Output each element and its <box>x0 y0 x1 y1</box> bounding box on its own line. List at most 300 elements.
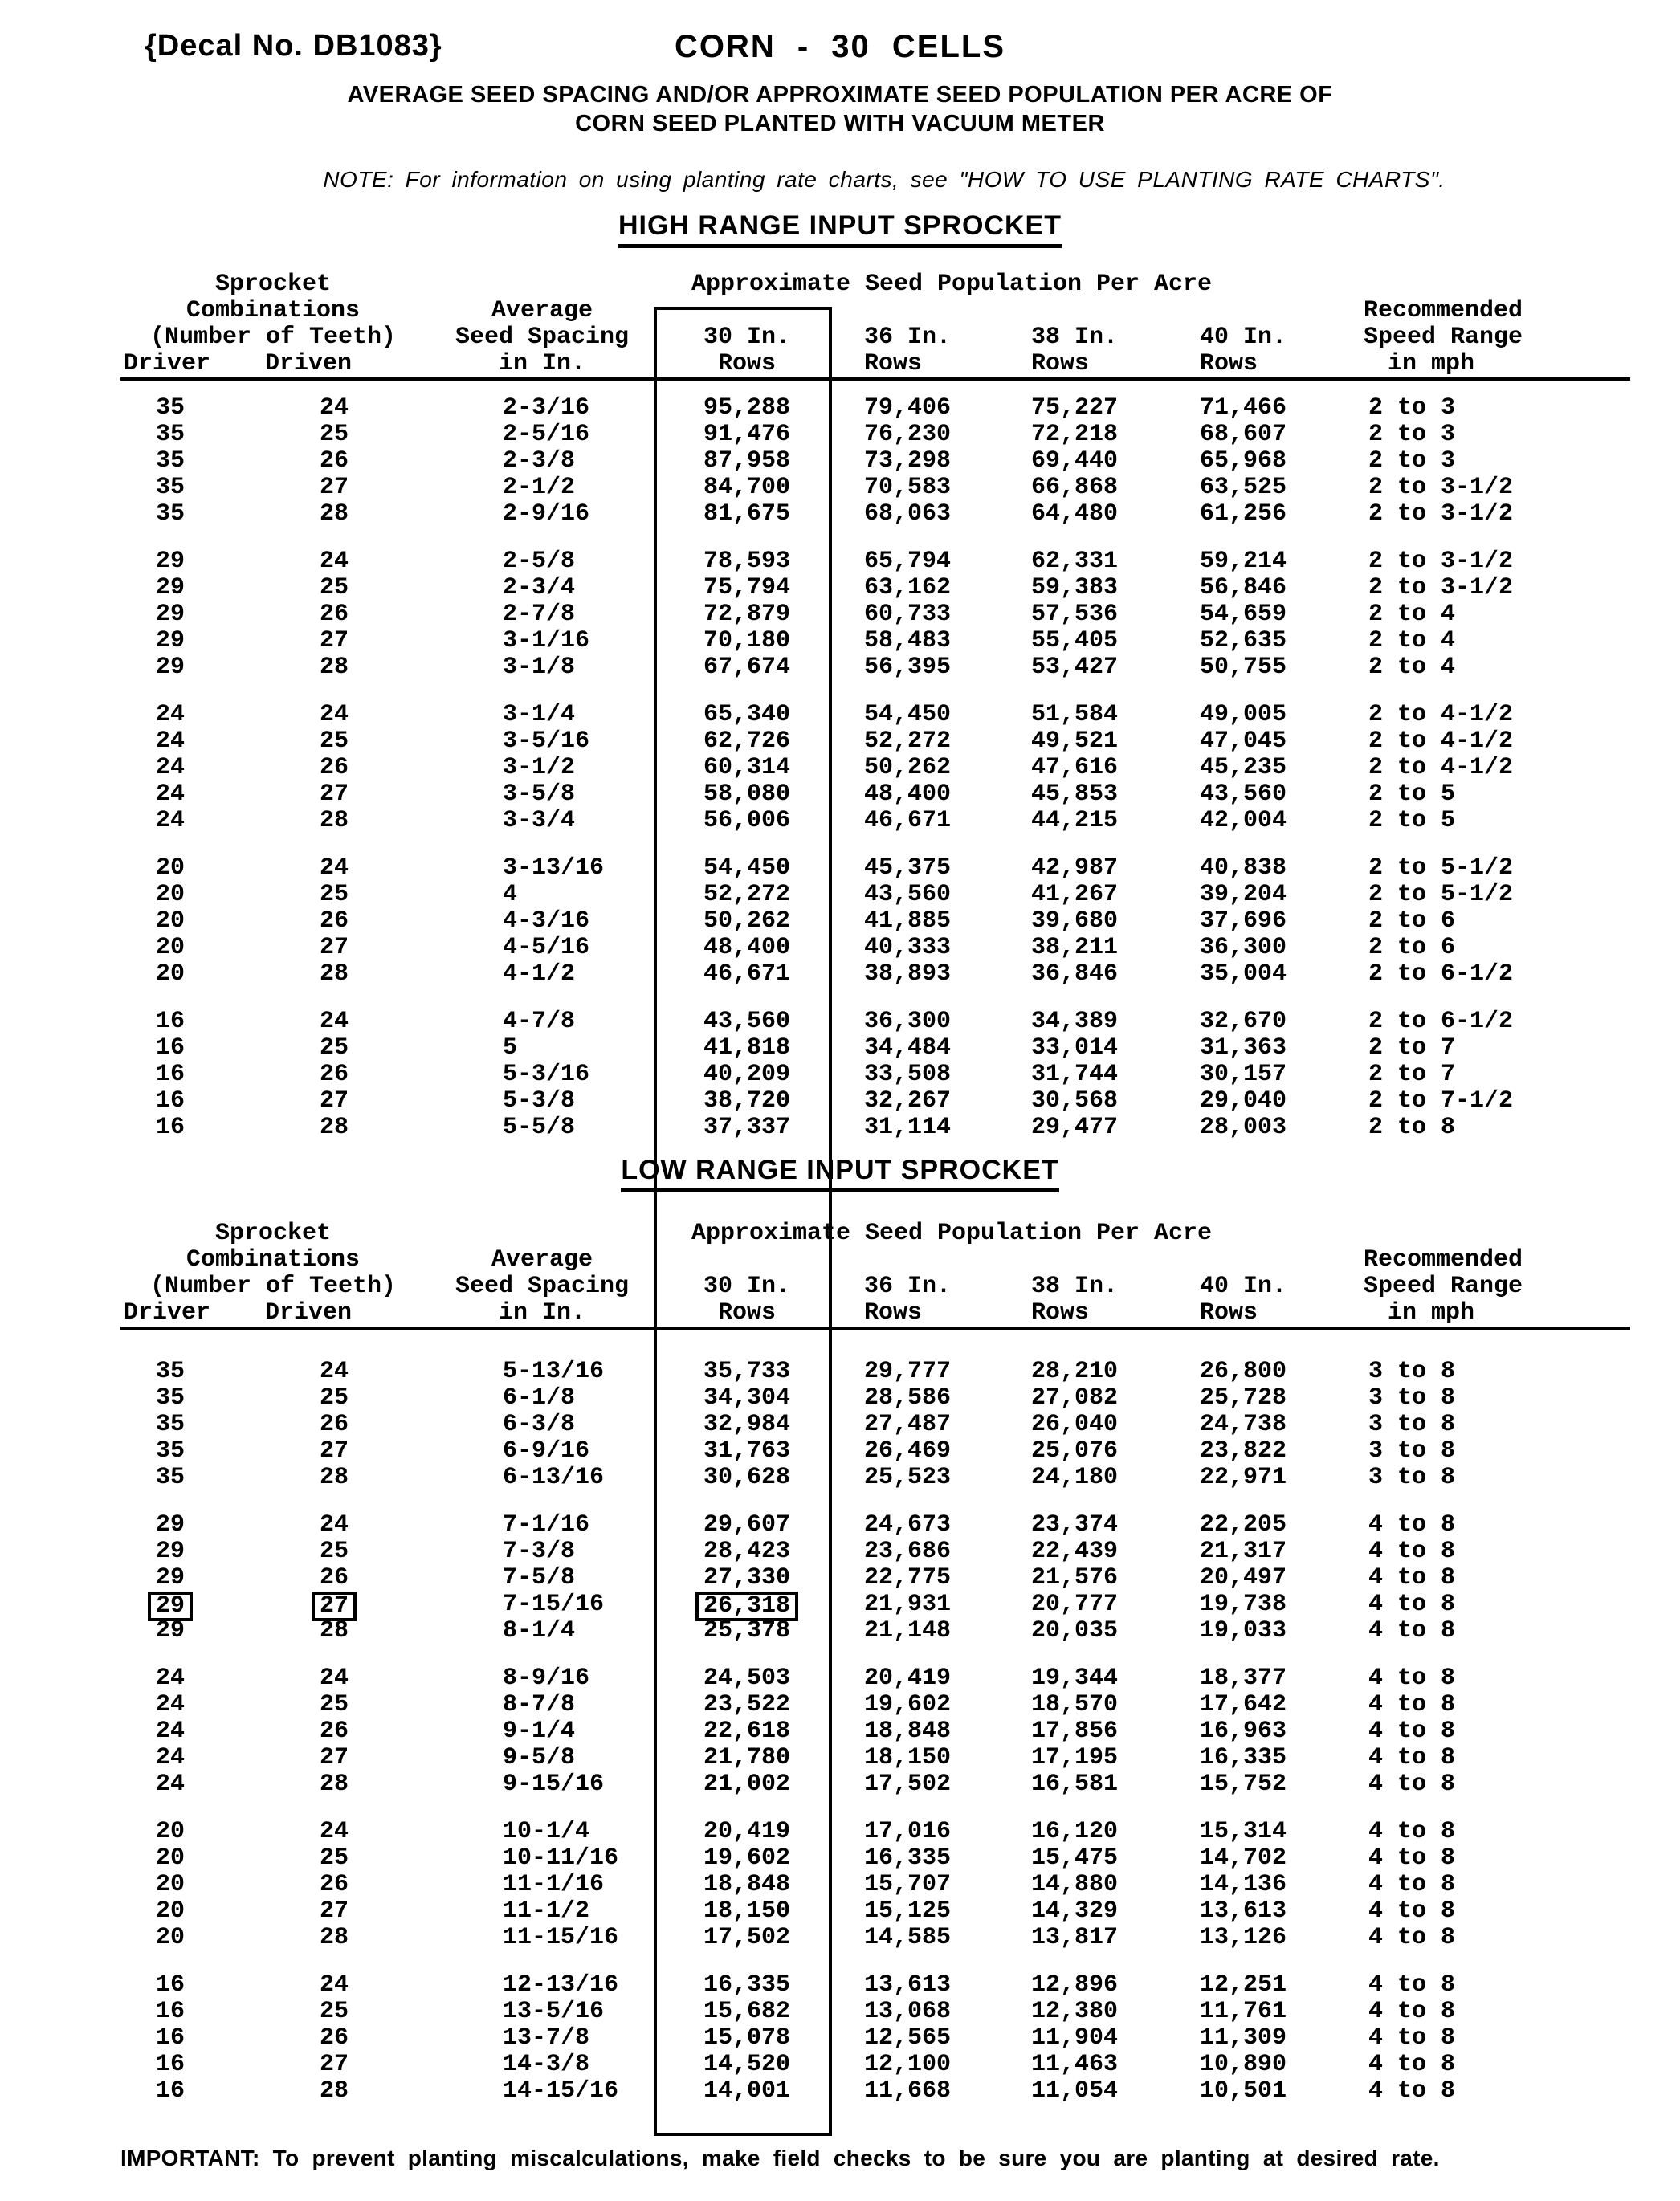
cell-speed: 2 to 6-1/2 <box>1368 1008 1514 1035</box>
cell-driven: 24 <box>319 1008 349 1035</box>
cell-spacing: 3-13/16 <box>503 854 605 882</box>
note-text: NOTE: For information on using planting rate charts, see "HOW TO USE PLANTING RATE CHARTS". <box>323 167 1446 192</box>
cell-r30: 21,780 <box>703 1744 791 1771</box>
cell-driver: 20 <box>155 1844 185 1872</box>
cell-driven: 25 <box>319 1998 349 2025</box>
cell-r38: 15,475 <box>1031 1844 1119 1872</box>
sprocket-group <box>120 1009 1630 1141</box>
cell-speed: 2 to 3 <box>1368 394 1456 422</box>
cell-driver: 24 <box>155 754 185 781</box>
cell-driver: 16 <box>155 2024 185 2052</box>
cell-driver: 24 <box>155 728 185 755</box>
sprocket-combinations-header: Sprocket Combinations (Number of Teeth) Driver Driven <box>120 1221 426 1327</box>
cell-r36: 26,469 <box>864 1437 952 1465</box>
cell-r38: 49,521 <box>1031 728 1119 755</box>
cell-driver: 16 <box>155 1998 185 2025</box>
table-row <box>120 1718 1630 1745</box>
table-row <box>120 422 1630 448</box>
cell-spacing: 8-9/16 <box>503 1665 590 1692</box>
cell-spacing: 3-1/2 <box>503 754 576 781</box>
cell-spacing: 2-3/4 <box>503 574 576 601</box>
cell-driver: 16 <box>155 1061 185 1088</box>
cell-driver: 20 <box>155 960 185 988</box>
table-row <box>120 908 1630 935</box>
cell-driven: 24 <box>319 1358 349 1385</box>
cell-spacing: 4-7/8 <box>503 1008 576 1035</box>
cell-r38: 29,477 <box>1031 1114 1119 1141</box>
cell-r40: 13,613 <box>1200 1897 1287 1925</box>
cell-driver: 16 <box>155 1034 185 1062</box>
cell-r40: 14,702 <box>1200 1844 1287 1872</box>
cell-speed: 4 to 8 <box>1368 1744 1456 1771</box>
cell-driven: 26 <box>319 1871 349 1898</box>
cell-spacing: 5-5/8 <box>503 1114 576 1141</box>
cell-r38: 28,210 <box>1031 1358 1119 1385</box>
cell-r36: 15,707 <box>864 1871 952 1898</box>
cell-driver: 35 <box>155 500 185 528</box>
cell-r36: 79,406 <box>864 394 952 422</box>
highlight-box: 26,318 <box>695 1592 798 1621</box>
cell-driver: 16 <box>155 1971 185 1999</box>
cell-speed: 4 to 8 <box>1368 1844 1456 1872</box>
cell-speed: 2 to 4 <box>1368 654 1456 681</box>
cell-r36: 45,375 <box>864 854 952 882</box>
cell-r40: 36,300 <box>1200 934 1287 961</box>
cell-spacing: 14-15/16 <box>503 2077 619 2105</box>
cell-spacing: 2-1/2 <box>503 474 576 501</box>
table-row <box>120 1512 1630 1539</box>
cell-spacing: 11-1/16 <box>503 1871 605 1898</box>
cell-r36: 17,016 <box>864 1818 952 1845</box>
cell-r38: 33,014 <box>1031 1034 1119 1062</box>
cell-driver: 35 <box>155 1384 185 1412</box>
cell-r40: 39,204 <box>1200 881 1287 908</box>
col-40in-header: 40 In. Rows <box>1189 1274 1357 1327</box>
col-40in-header: 40 In. Rows <box>1189 324 1357 377</box>
cell-spacing: 2-3/16 <box>503 394 590 422</box>
cell-r30: 40,209 <box>703 1061 791 1088</box>
cell-driver: 29 <box>155 1538 185 1565</box>
table-row <box>120 1438 1630 1465</box>
cell-driver: 20 <box>155 854 185 882</box>
cell-r36: 25,523 <box>864 1464 952 1491</box>
cell-spacing: 6-13/16 <box>503 1464 605 1491</box>
cell-r30: 25,378 <box>703 1617 791 1645</box>
cell-r30: 58,080 <box>703 781 791 808</box>
cell-r30 <box>659 1592 835 1618</box>
cell-r36: 60,733 <box>864 601 952 628</box>
cell-r36: 68,063 <box>864 500 952 528</box>
cell-spacing: 4 <box>503 881 518 908</box>
cell-r40: 10,890 <box>1200 2051 1287 2078</box>
cell-driven: 28 <box>319 2077 349 2105</box>
cell-driver: 24 <box>155 1718 185 1745</box>
population-header <box>659 271 1357 377</box>
cell-r30: 67,674 <box>703 654 791 681</box>
cell-driver: 20 <box>155 934 185 961</box>
cell-speed: 4 to 8 <box>1368 1924 1456 1951</box>
table-row <box>120 1745 1630 1771</box>
cell-r36: 38,893 <box>864 960 952 988</box>
cell-r40: 68,607 <box>1200 421 1287 448</box>
cell-r36: 12,565 <box>864 2024 952 2052</box>
cell-driven: 28 <box>319 1464 349 1491</box>
table-row <box>120 501 1630 528</box>
cell-speed: 4 to 8 <box>1368 1771 1456 1798</box>
cell-r38: 11,904 <box>1031 2024 1119 2052</box>
cell-spacing: 3-5/16 <box>503 728 590 755</box>
col-38in-header: 38 In. Rows <box>1020 324 1189 377</box>
cell-driver: 35 <box>155 1411 185 1438</box>
cell-r38: 21,576 <box>1031 1564 1119 1592</box>
cell-spacing: 3-3/4 <box>503 807 576 834</box>
cell-r38: 24,180 <box>1031 1464 1119 1491</box>
cell-driver: 16 <box>155 1114 185 1141</box>
cell-spacing: 2-3/8 <box>503 447 576 475</box>
cell-r40: 59,214 <box>1200 548 1287 575</box>
cell-spacing: 7-5/8 <box>503 1564 576 1592</box>
cell-speed: 2 to 5 <box>1368 807 1456 834</box>
cell-r36: 33,508 <box>864 1061 952 1088</box>
cell-driver: 24 <box>155 807 185 834</box>
cell-driver: 29 <box>155 627 185 654</box>
cell-r30: 24,503 <box>703 1665 791 1692</box>
cell-r30: 32,984 <box>703 1411 791 1438</box>
cell-driven: 25 <box>319 574 349 601</box>
cell-spacing: 5-13/16 <box>503 1358 605 1385</box>
cell-r30: 20,419 <box>703 1818 791 1845</box>
cell-speed: 4 to 8 <box>1368 1591 1456 1618</box>
cell-r30: 27,330 <box>703 1564 791 1592</box>
cell-spacing: 2-7/8 <box>503 601 576 628</box>
page-title: CORN - 30 CELLS <box>674 29 1006 64</box>
cell-spacing: 11-1/2 <box>503 1897 590 1925</box>
cell-driven: 25 <box>319 1384 349 1412</box>
cell-r36: 54,450 <box>864 701 952 728</box>
cell-r38: 22,439 <box>1031 1538 1119 1565</box>
cell-r40: 49,005 <box>1200 701 1287 728</box>
cell-r40: 22,205 <box>1200 1511 1287 1539</box>
sprocket-group <box>120 702 1630 834</box>
cell-r40: 25,728 <box>1200 1384 1287 1412</box>
table-row <box>120 1665 1630 1692</box>
cell-r40: 15,314 <box>1200 1818 1287 1845</box>
cell-driven: 27 <box>319 474 349 501</box>
cell-r36: 17,502 <box>864 1771 952 1798</box>
cell-driver: 16 <box>155 2077 185 2105</box>
cell-r40: 11,761 <box>1200 1998 1287 2025</box>
cell-r40: 16,335 <box>1200 1744 1287 1771</box>
cell-driver: 29 <box>155 548 185 575</box>
cell-speed: 2 to 4 <box>1368 627 1456 654</box>
table-row <box>120 1465 1630 1491</box>
cell-speed: 4 to 8 <box>1368 1871 1456 1898</box>
table-row <box>120 1898 1630 1925</box>
cell-r36: 65,794 <box>864 548 952 575</box>
cell-r40: 19,738 <box>1200 1591 1287 1618</box>
cell-driver: 24 <box>155 701 185 728</box>
driver-column-label: Driver <box>124 351 210 381</box>
population-header <box>659 1221 1357 1327</box>
sprocket-group <box>120 1359 1630 1491</box>
cell-speed: 2 to 5-1/2 <box>1368 854 1514 882</box>
cell-r30: 29,607 <box>703 1511 791 1539</box>
cell-driven: 24 <box>319 548 349 575</box>
cell-driven: 24 <box>319 394 349 422</box>
table-row <box>120 1872 1630 1898</box>
cell-spacing: 9-1/4 <box>503 1718 576 1745</box>
cell-r38: 31,744 <box>1031 1061 1119 1088</box>
table-row <box>120 1845 1630 1872</box>
cell-r36: 70,583 <box>864 474 952 501</box>
cell-spacing: 6-3/8 <box>503 1411 576 1438</box>
cell-spacing: 11-15/16 <box>503 1924 619 1951</box>
cell-driven: 24 <box>319 854 349 882</box>
cell-r38: 26,040 <box>1031 1411 1119 1438</box>
cell-r30: 70,180 <box>703 627 791 654</box>
cell-r38: 30,568 <box>1031 1087 1119 1115</box>
cell-speed: 3 to 8 <box>1368 1464 1456 1491</box>
cell-r30: 87,958 <box>703 447 791 475</box>
cell-driven: 27 <box>319 1087 349 1115</box>
table-row <box>120 1088 1630 1115</box>
cell-r30: 19,602 <box>703 1844 791 1872</box>
cell-spacing: 8-1/4 <box>503 1617 576 1645</box>
cell-r36: 40,333 <box>864 934 952 961</box>
cell-r36: 22,775 <box>864 1564 952 1592</box>
cell-driven: 25 <box>319 421 349 448</box>
cell-r38: 34,389 <box>1031 1008 1119 1035</box>
cell-speed: 2 to 6-1/2 <box>1368 960 1514 988</box>
cell-r30: 81,675 <box>703 500 791 528</box>
cell-r40: 19,033 <box>1200 1617 1287 1645</box>
cell-r30: 72,879 <box>703 601 791 628</box>
cell-r30: 30,628 <box>703 1464 791 1491</box>
table-row <box>120 395 1630 422</box>
cell-driven: 27 <box>319 1897 349 1925</box>
cell-r40: 63,525 <box>1200 474 1287 501</box>
cell-driven: 26 <box>319 2024 349 2052</box>
cell-driven: 27 <box>319 2051 349 2078</box>
table-row <box>120 808 1630 834</box>
cell-r40: 14,136 <box>1200 1871 1287 1898</box>
table-header <box>120 1221 1630 1327</box>
cell-driven: 26 <box>319 1564 349 1592</box>
cell-speed: 2 to 3-1/2 <box>1368 574 1514 601</box>
table-row <box>120 1009 1630 1035</box>
table-row <box>120 728 1630 755</box>
cell-r38: 19,344 <box>1031 1665 1119 1692</box>
cell-r36: 76,230 <box>864 421 952 448</box>
cell-r36: 32,267 <box>864 1087 952 1115</box>
cell-speed: 3 to 8 <box>1368 1358 1456 1385</box>
cell-r36: 28,586 <box>864 1384 952 1412</box>
cell-r38: 57,536 <box>1031 601 1119 628</box>
cell-spacing: 6-1/8 <box>503 1384 576 1412</box>
cell-r38: 51,584 <box>1031 701 1119 728</box>
cell-driven: 28 <box>319 1114 349 1141</box>
cell-speed: 2 to 3-1/2 <box>1368 500 1514 528</box>
cell-speed: 2 to 4-1/2 <box>1368 728 1514 755</box>
cell-r40: 26,800 <box>1200 1358 1287 1385</box>
cell-r30: 54,450 <box>703 854 791 882</box>
cell-r30: 16,335 <box>703 1971 791 1999</box>
cell-r30: 34,304 <box>703 1384 791 1412</box>
cell-speed: 4 to 8 <box>1368 1971 1456 1999</box>
table-row <box>120 1035 1630 1062</box>
sprocket-group <box>120 1512 1630 1645</box>
cell-driven: 24 <box>319 701 349 728</box>
cell-r38: 13,817 <box>1031 1924 1119 1951</box>
sprocket-group <box>120 1819 1630 1951</box>
cell-r30: 23,522 <box>703 1691 791 1718</box>
cell-speed: 2 to 5 <box>1368 781 1456 808</box>
cell-r36: 43,560 <box>864 881 952 908</box>
cell-r36: 18,848 <box>864 1718 952 1745</box>
cell-r36: 23,686 <box>864 1538 952 1565</box>
cell-r30: 60,314 <box>703 754 791 781</box>
cell-r36: 73,298 <box>864 447 952 475</box>
speed-range-header: Recommended Speed Range in mph <box>1357 1221 1630 1327</box>
cell-driven: 28 <box>319 654 349 681</box>
cell-driven: 25 <box>319 881 349 908</box>
cell-r36: 52,272 <box>864 728 952 755</box>
cell-driver: 24 <box>155 1771 185 1798</box>
table-row <box>120 1115 1630 1141</box>
cell-spacing: 5-3/8 <box>503 1087 576 1115</box>
cell-driven: 26 <box>319 447 349 475</box>
cell-r40: 35,004 <box>1200 960 1287 988</box>
cell-r36: 50,262 <box>864 754 952 781</box>
table-row <box>120 1385 1630 1412</box>
cell-driver: 29 <box>155 1564 185 1592</box>
cell-speed: 2 to 8 <box>1368 1114 1456 1141</box>
cell-r30: 84,700 <box>703 474 791 501</box>
cell-r38: 66,868 <box>1031 474 1119 501</box>
cell-r40: 54,659 <box>1200 601 1287 628</box>
table-row <box>120 1592 1630 1618</box>
cell-r40: 13,126 <box>1200 1924 1287 1951</box>
cell-r38: 17,856 <box>1031 1718 1119 1745</box>
cell-r40: 18,377 <box>1200 1665 1287 1692</box>
cell-r40: 32,670 <box>1200 1008 1287 1035</box>
cell-r38: 36,846 <box>1031 960 1119 988</box>
important-footer: IMPORTANT: To prevent planting miscalculations, make field checks to be sure you are planting at desired rate. <box>120 2146 1440 2170</box>
sprocket-group <box>120 855 1630 988</box>
cell-spacing: 6-9/16 <box>503 1437 590 1465</box>
population-title: Approximate Seed Population Per Acre <box>691 271 1213 298</box>
cell-r40: 56,846 <box>1200 574 1287 601</box>
cell-r30: 15,682 <box>703 1998 791 2025</box>
cell-driven: 25 <box>319 1538 349 1565</box>
cell-speed: 2 to 6 <box>1368 907 1456 935</box>
col-30in-header: 30 In. Rows <box>659 324 835 377</box>
cell-spacing: 2-5/8 <box>503 548 576 575</box>
cell-r40: 45,235 <box>1200 754 1287 781</box>
cell-spacing: 9-15/16 <box>503 1771 605 1798</box>
cell-driven: 25 <box>319 1844 349 1872</box>
cell-r40: 28,003 <box>1200 1114 1287 1141</box>
driven-column-label: Driven <box>265 351 352 381</box>
cell-r36: 31,114 <box>864 1114 952 1141</box>
sprocket-group <box>120 1972 1630 2105</box>
table-row <box>120 628 1630 654</box>
cell-spacing: 14-3/8 <box>503 2051 590 2078</box>
cell-speed: 2 to 4-1/2 <box>1368 701 1514 728</box>
cell-r40: 12,251 <box>1200 1971 1287 1999</box>
table-row <box>120 755 1630 781</box>
cell-spacing: 5-3/16 <box>503 1061 590 1088</box>
cell-driver: 20 <box>155 1871 185 1898</box>
col-30in-header: 30 In. Rows <box>659 1274 835 1327</box>
cell-speed: 2 to 5-1/2 <box>1368 881 1514 908</box>
cell-speed: 4 to 8 <box>1368 1897 1456 1925</box>
cell-r38: 42,987 <box>1031 854 1119 882</box>
cell-driven: 27 <box>319 627 349 654</box>
sprocket-group <box>120 1665 1630 1798</box>
cell-speed: 4 to 8 <box>1368 1564 1456 1592</box>
cell-r38: 47,616 <box>1031 754 1119 781</box>
cell-spacing: 7-15/16 <box>503 1591 605 1618</box>
cell-speed: 4 to 8 <box>1368 1511 1456 1539</box>
cell-spacing: 3-5/8 <box>503 781 576 808</box>
cell-driven: 27 <box>319 934 349 961</box>
cell-r38: 25,076 <box>1031 1437 1119 1465</box>
cell-r30: 35,733 <box>703 1358 791 1385</box>
cell-speed: 2 to 7-1/2 <box>1368 1087 1514 1115</box>
cell-driver: 35 <box>155 474 185 501</box>
cell-r40: 31,363 <box>1200 1034 1287 1062</box>
cell-spacing: 8-7/8 <box>503 1691 576 1718</box>
cell-r38: 59,383 <box>1031 574 1119 601</box>
cell-driver: 20 <box>155 907 185 935</box>
cell-r30: 62,726 <box>703 728 791 755</box>
cell-r40: 29,040 <box>1200 1087 1287 1115</box>
table-header <box>120 271 1630 377</box>
cell-driver: 16 <box>155 1087 185 1115</box>
header-rule <box>120 1327 1630 1330</box>
cell-r38: 12,380 <box>1031 1998 1119 2025</box>
cell-r30: 95,288 <box>703 394 791 422</box>
cell-r38: 20,777 <box>1031 1591 1119 1618</box>
cell-r38: 69,440 <box>1031 447 1119 475</box>
cell-driven: 26 <box>319 601 349 628</box>
cell-r36: 29,777 <box>864 1358 952 1385</box>
cell-driver: 29 <box>155 601 185 628</box>
table-row <box>120 1771 1630 1798</box>
table-row <box>120 2025 1630 2052</box>
cell-driven: 25 <box>319 728 349 755</box>
cell-spacing: 4-5/16 <box>503 934 590 961</box>
cell-r38: 14,880 <box>1031 1871 1119 1898</box>
cell-spacing: 5 <box>503 1034 518 1062</box>
cell-r38: 45,853 <box>1031 781 1119 808</box>
table-row <box>120 1062 1630 1088</box>
cell-r36: 14,585 <box>864 1924 952 1951</box>
cell-speed: 2 to 7 <box>1368 1061 1456 1088</box>
cell-r40: 20,497 <box>1200 1564 1287 1592</box>
cell-r40: 17,642 <box>1200 1691 1287 1718</box>
header-rule <box>120 377 1630 381</box>
cell-speed: 4 to 8 <box>1368 2077 1456 2105</box>
cell-driven: 28 <box>319 500 349 528</box>
cell-r36: 18,150 <box>864 1744 952 1771</box>
table-row <box>120 1618 1630 1645</box>
cell-r36: 21,931 <box>864 1591 952 1618</box>
cell-r40: 61,256 <box>1200 500 1287 528</box>
cell-speed: 3 to 8 <box>1368 1411 1456 1438</box>
cell-r36: 41,885 <box>864 907 952 935</box>
